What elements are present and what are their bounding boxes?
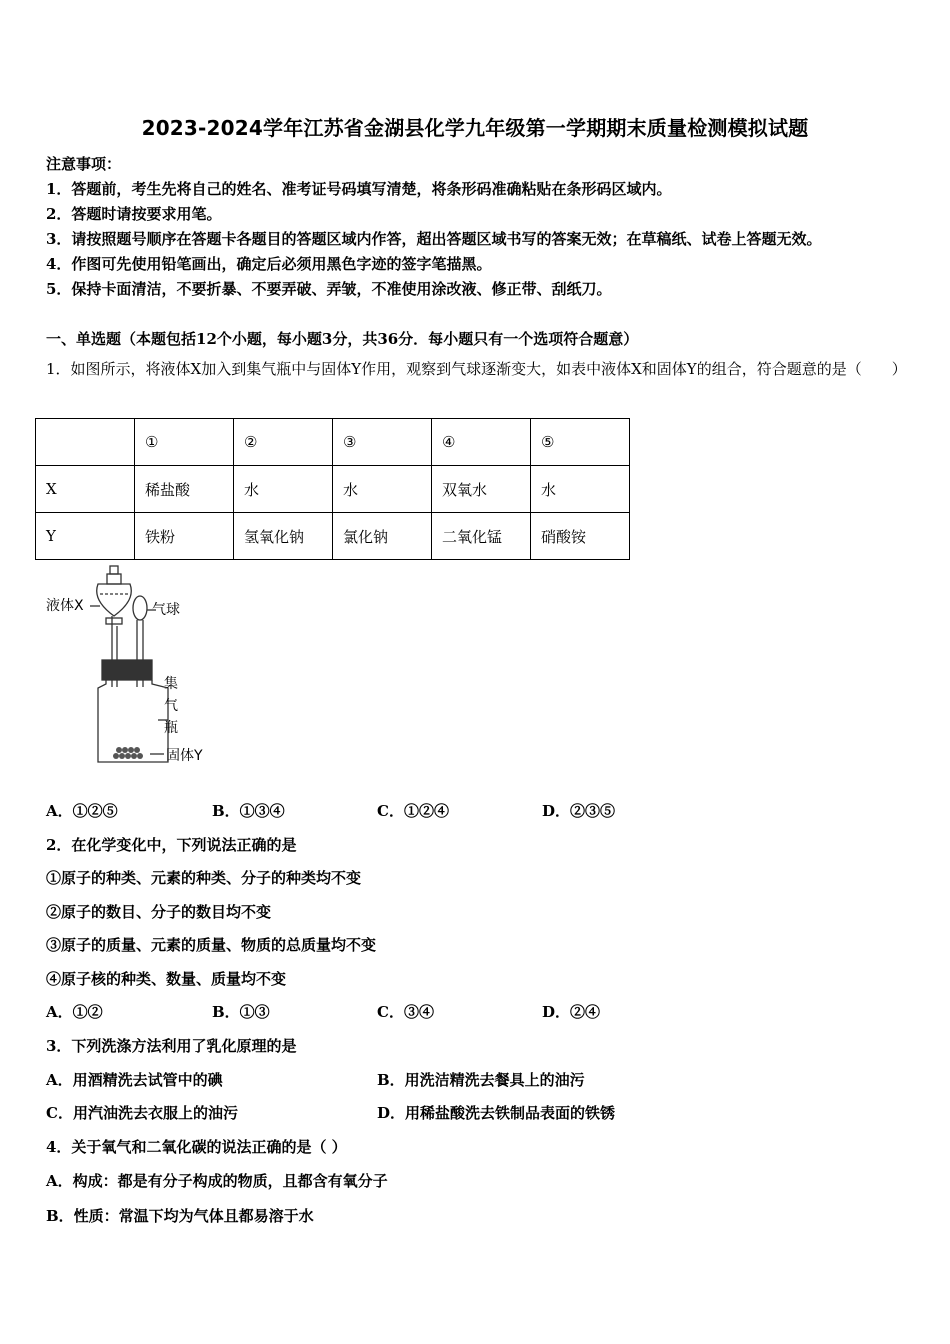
answer-option: B．用洗洁精洗去餐具上的油污 bbox=[377, 1071, 585, 1089]
question-2-statement: ①原子的种类、元素的种类、分子的种类均不变 bbox=[46, 869, 362, 887]
label-bottle: 集 bbox=[164, 676, 178, 692]
balloon bbox=[133, 596, 147, 620]
answer-option: D．用稀盐酸洗去铁制品表面的铁锈 bbox=[377, 1104, 616, 1122]
label-solid-y: 固体Y bbox=[166, 748, 203, 764]
answer-option: C．用汽油洗去衣服上的油污 bbox=[46, 1104, 238, 1122]
table-cell: ② bbox=[234, 419, 333, 466]
table-cell: ③ bbox=[333, 419, 432, 466]
notice-item: 1．答题前，考生先将自己的姓名、准考证号码填写清楚，将条形码准确粘贴在条形码区域内。 bbox=[46, 180, 672, 198]
notice-item: 5．保持卡面清洁，不要折暴、不要弄破、弄皱，不准使用涂改液、修正带、刮纸刀。 bbox=[46, 280, 612, 298]
table-cell: Y bbox=[36, 513, 135, 560]
label-bottle: 瓶 bbox=[164, 720, 178, 736]
solid-particles bbox=[113, 747, 143, 759]
label-bottle: 气 bbox=[164, 698, 178, 714]
table-cell: ① bbox=[135, 419, 234, 466]
answer-option: B．①③ bbox=[212, 1003, 270, 1021]
question-2-statement: ②原子的数目、分子的数目均不变 bbox=[46, 903, 272, 921]
answer-option: B．性质：常温下均为气体且都易溶于水 bbox=[46, 1207, 314, 1225]
answer-option: C．①②④ bbox=[377, 802, 449, 820]
table-cell: 稀盐酸 bbox=[135, 466, 234, 513]
rubber-stopper bbox=[102, 660, 152, 680]
question-2-stem: 2．在化学变化中，下列说法正确的是 bbox=[46, 836, 297, 854]
funnel-bulb bbox=[97, 584, 132, 616]
answer-option: B．①③④ bbox=[212, 802, 285, 820]
table-cell: 双氧水 bbox=[432, 466, 531, 513]
question-1-stem: 1．如图所示，将液体X加入到集气瓶中与固体Y作用，观察到气球逐渐变大，如表中液体X和固体Y的组合，符合题意的是（ ） bbox=[46, 360, 907, 378]
answer-option: A．①② bbox=[46, 1003, 103, 1021]
apparatus-diagram bbox=[40, 562, 240, 772]
table-cell: 铁粉 bbox=[135, 513, 234, 560]
funnel-stopper bbox=[110, 566, 118, 574]
table-cell: 水 bbox=[234, 466, 333, 513]
question-2-statement: ③原子的质量、元素的质量、物质的总质量均不变 bbox=[46, 936, 377, 954]
question-4-stem: 4．关于氧气和二氧化碳的说法正确的是（ ） bbox=[46, 1138, 347, 1156]
table-cell bbox=[36, 419, 135, 466]
label-balloon: 气球 bbox=[152, 602, 180, 618]
notice-item: 2．答题时请按要求用笔。 bbox=[46, 205, 222, 223]
table-cell: 氯化钠 bbox=[333, 513, 432, 560]
question-2-statement: ④原子核的种类、数量、质量均不变 bbox=[46, 970, 287, 988]
funnel-neck bbox=[107, 574, 121, 584]
table-cell: 氢氧化钠 bbox=[234, 513, 333, 560]
notice-item: 3．请按照题号顺序在答题卡各题目的答题区域内作答，超出答题区域书写的答案无效；在草稿纸、试卷上答题无效。 bbox=[46, 230, 822, 248]
answer-option: A．构成：都是有分子构成的物质，且都含有氧分子 bbox=[46, 1172, 388, 1190]
page-title: 2023-2024学年江苏省金湖县化学九年级第一学期期末质量检测模拟试题 bbox=[141, 116, 809, 140]
table-cell: ⑤ bbox=[531, 419, 630, 466]
answer-option: D．②④ bbox=[542, 1003, 601, 1021]
table-cell: ④ bbox=[432, 419, 531, 466]
table-cell: 水 bbox=[333, 466, 432, 513]
answer-option: C．③④ bbox=[377, 1003, 434, 1021]
table-cell: 硝酸铵 bbox=[531, 513, 630, 560]
answer-option: A．①②⑤ bbox=[46, 802, 118, 820]
section-heading: 一、单选题（本题包括12个小题，每小题3分，共36分．每小题只有一个选项符合题意） bbox=[46, 330, 639, 348]
table-row bbox=[36, 419, 630, 466]
question-1-table bbox=[35, 418, 630, 560]
question-3-stem: 3．下列洗涤方法利用了乳化原理的是 bbox=[46, 1037, 297, 1055]
notice-heading: 注意事项： bbox=[46, 155, 122, 173]
answer-option: A．用酒精洗去试管中的碘 bbox=[46, 1071, 223, 1089]
table-row bbox=[36, 513, 630, 560]
table-cell: X bbox=[36, 466, 135, 513]
table-cell: 二氧化锰 bbox=[432, 513, 531, 560]
notice-item: 4．作图可先使用铅笔画出，确定后必须用黑色字迹的签字笔描黑。 bbox=[46, 255, 492, 273]
table-row bbox=[36, 466, 630, 513]
answer-option: D．②③⑤ bbox=[542, 802, 616, 820]
table-cell: 水 bbox=[531, 466, 630, 513]
label-liquid-x: 液体X bbox=[46, 598, 84, 614]
stopcock bbox=[106, 618, 122, 624]
